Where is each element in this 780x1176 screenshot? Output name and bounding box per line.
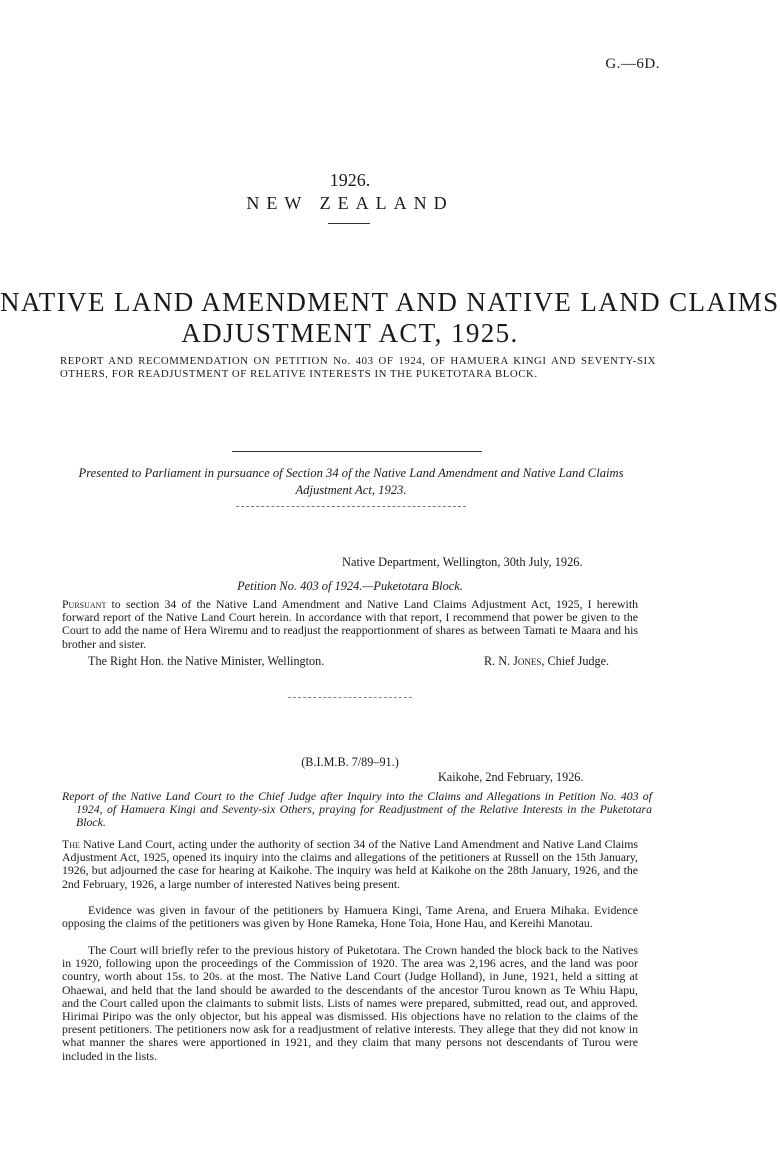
court-reference: (B.I.M.B. 7/89–91.)	[301, 755, 399, 769]
letter-address-date: Native Department, Wellington, 30th July, 1926.	[342, 555, 583, 569]
act-title-line-2: ADJUSTMENT ACT, 1925.	[181, 318, 519, 348]
paragraph-1-text: Native Land Court, acting under the authority of section 34 of the Native Land Amendment and Native Land Claims Adjustment Act, 1925, opened its inquiry into the claims and allegations of the petitioners at Russell on the 15th January, 1926, but adjourned the case for hearing at Kaikohe. The inquiry was held at Kaikohe on the 28th January, 1926, and the 2nd February, 1926, a large number of interested Natives being present.	[62, 837, 638, 891]
report-heading: REPORT AND RECOMMENDATION ON PETITION No. 403 OF 1924, OF HAMUERA KINGI AND SEVENTY-SIX OTHERS, FOR READJUSTMENT OF RELATIVE INTERESTS IN THE PUKETOTARA BLOCK.	[60, 355, 656, 380]
signature-initials: R. N.	[484, 654, 514, 668]
act-title-line-1: NATIVE LAND AMENDMENT AND NATIVE LAND CLAIMS	[0, 287, 780, 317]
section-divider	[232, 451, 482, 452]
signature-title: , Chief Judge.	[541, 654, 610, 668]
letter-subject: Petition No. 403 of 1924.—Puketotara Block.	[237, 579, 463, 593]
court-report-paragraph-3: The Court will briefly refer to the previous history of Puketotara. The Crown handed the block back to the Natives in 1920, following upon the proceedings of the Commission of 1920. The area was 2,196 acres, and the land was poor country, worth about 15s. to 20s. at the most. The Native Land Court (Judge Holland), in June, 1921, held a sitting at Ohaewai, and held that the land should be awarded to the descendants of the ancestor Turou known as Te Whiu Hapu, and the Court called upon the claimants to submit lists. Lists of names were prepared, submitted, read out, and approved. Hirimai Piripo was the only objector, but his appeal was dismissed. His objections have no relation to the claims of the present petitioners. The petitioners now ask for a readjustment of relative interests. They allege that they did not know in what manner the shares were apportioned in 1921, and they claim that many persons not descendants of Turou were included in the lists.	[62, 943, 638, 1063]
section-divider	[288, 697, 412, 698]
publication-year: 1926.	[329, 170, 371, 190]
court-report-heading: Report of the Native Land Court to the Chief Judge after Inquiry into the Claims and Allegations in Petition No. 403 of 1924, of Hamuera Kingi and Seventy-six Others, praying for Readjustment of the Relative Interests in the Puketotara Block.	[62, 789, 652, 830]
document-code: G.—6D.	[605, 56, 660, 72]
letter-body-lead: Pursuant	[62, 597, 107, 611]
letter-signature	[484, 655, 664, 668]
letter-body-text: to section 34 of the Native Land Amendment and Native Land Claims Adjustment Act, 1925, I herewith forward report of the Native Land Court herein. In accordance with that report, I recommend that power be given to the Court to add the name of Hera Wiremu and to readjust the reapportionment of shares as between Tamati te Maara and his brother and sister.	[62, 597, 638, 651]
paragraph-1-lead: The	[62, 837, 80, 851]
court-place-date: Kaikohe, 2nd February, 1926.	[438, 770, 584, 784]
letter-body	[62, 598, 638, 651]
header-divider	[328, 223, 370, 224]
court-report-paragraph-2: Evidence was given in favour of the petitioners by Hamuera Kingi, Tame Arena, and Eruera Mihaka. Evidence opposing the claims of the petitioners was given by Hone Rameka, Hone Toia, Hone Hau, and Kereihi Manotau.	[62, 903, 638, 931]
country-heading: NEW ZEALAND	[246, 193, 454, 213]
signature-name: Jones	[513, 654, 542, 668]
letter-addressee: The Right Hon. the Native Minister, Wellington.	[88, 654, 325, 668]
section-divider	[236, 506, 466, 507]
presented-statement: Presented to Parliament in pursuance of Section 34 of the Native Land Amendment and Native Land Claims Adjustment Act, 1923.	[78, 466, 624, 497]
court-report-paragraph-1	[62, 838, 638, 891]
